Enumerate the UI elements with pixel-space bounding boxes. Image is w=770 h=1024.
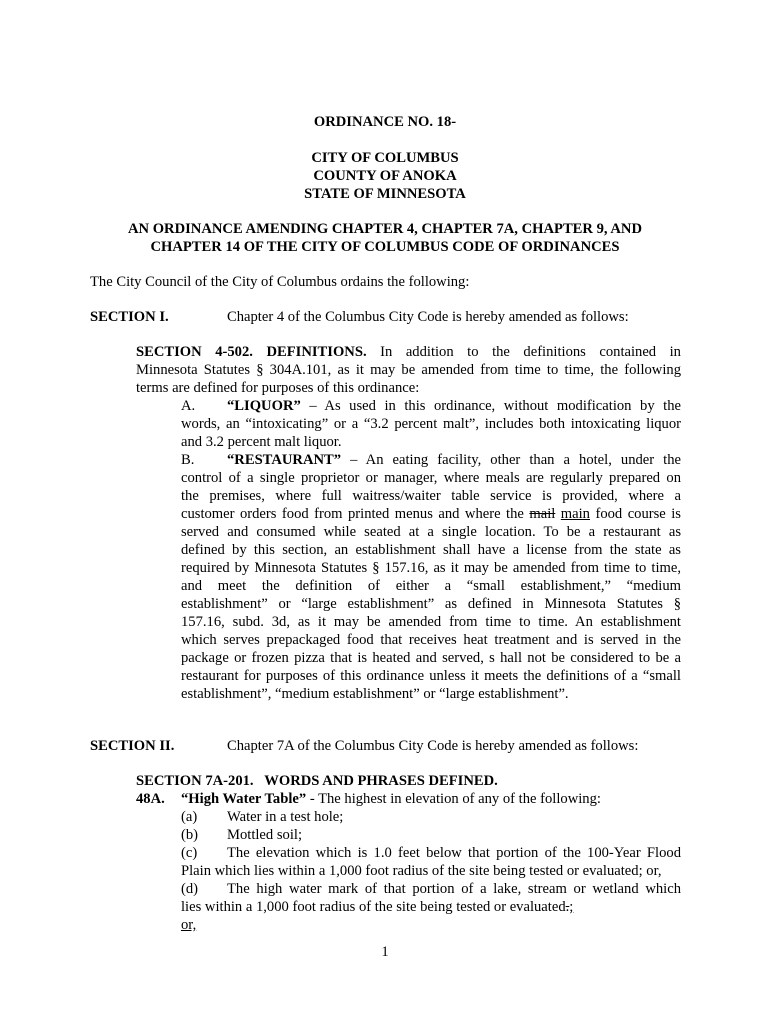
definitions-paragraph-line1: SECTION 4-502. DEFINITIONS. In addition to the definitions contained in (136, 344, 681, 360)
ordinance-title-line1: AN ORDINANCE AMENDING CHAPTER 4, CHAPTER 7A, CHAPTER 9, AND (127, 221, 643, 237)
definition-48a: 48A. “High Water Table” - The highest in elevation of any of the following: (136, 791, 601, 807)
high-water-table-term: “High Water Table” (181, 791, 307, 807)
def-a-line2: words, an “intoxicating” or a “3.2 percent malt”, includes both intoxicating liquor (181, 416, 681, 432)
section-1-text: Chapter 4 of the Columbus City Code is hereby amended as follows: (227, 309, 629, 325)
restaurant-term: “RESTAURANT” (227, 452, 342, 468)
definitions-paragraph-line2: Minnesota Statutes § 304A.101, as it may be amended from time to time, the following (136, 362, 681, 378)
def-b-line9: establishment” or “large establishment” as defined in Minnesota Statutes § (181, 596, 681, 612)
state-name: STATE OF MINNESOTA (304, 186, 466, 202)
city-name: CITY OF COLUMBUS (311, 150, 459, 166)
inserted-text: main (560, 506, 590, 522)
definition-number: 48A. (136, 791, 165, 807)
item-c-line1: The elevation which is 1.0 feet below that portion of the 100-Year Flood (227, 845, 681, 861)
def-b-line7: required by Minnesota Statutes § 157.16, as it may be amended from time to time, (181, 560, 681, 576)
def-b-letter: B. (181, 452, 195, 468)
def-b-line5: served and consumed while seated at a single location. To be a restaurant as (181, 524, 681, 540)
section-2-label: SECTION II. (90, 738, 175, 754)
section-7a-201-heading: SECTION 7A-201. WORDS AND PHRASES DEFINED. (136, 773, 498, 789)
def-b-line1: “RESTAURANT” – An eating facility, other than a hotel, under the (227, 452, 681, 468)
deleted-text: . (565, 899, 570, 915)
definitions-heading: DEFINITIONS. (266, 344, 367, 360)
section-4-502-label: SECTION 4-502. (136, 344, 253, 360)
section-2-text: Chapter 7A of the Columbus City Code is hereby amended as follows: (227, 738, 639, 754)
intro-text: The City Council of the City of Columbus ordains the following: (90, 274, 470, 290)
def-b-line6: defined by this section, an establishment shall have a license from the state as (181, 542, 681, 558)
def-b-line3: the premises, where full waitress/waiter table service is provided, where a (181, 488, 681, 504)
item-b-letter: (b) (181, 827, 199, 843)
def-b-line2: control of a single proprietor or manager, where meals are regularly prepared on (181, 470, 681, 486)
item-c-letter: (c) (181, 845, 198, 861)
def-b-line10: 157.16, subd. 3d, as it may be amended from time to time. An establishment (181, 614, 681, 630)
page-number: 1 (381, 944, 389, 960)
item-a-letter: (a) (181, 809, 198, 825)
def-b-line14: establishment”, “medium establishment” or “large establishment”. (181, 686, 569, 702)
def-b-line4: customer orders food from printed menus and where the mail main food course is (181, 506, 681, 522)
def-b-line8: and meet the definition of either a “small establishment,” “medium (181, 578, 681, 594)
def-b-line11: which serves prepackaged food that receives heat treatment and is served in the (181, 632, 681, 648)
item-d-letter: (d) (181, 881, 199, 897)
def-b-line12: package or frozen pizza that is heated and served, s hall not be considered to be a (181, 650, 681, 666)
item-d-line3: or, (181, 917, 197, 933)
item-d-line2: lies within a 1,000 foot radius of the site being tested or evaluated.; (181, 899, 574, 915)
section-1-label: SECTION I. (90, 309, 169, 325)
def-a-line1: “LIQUOR” – As used in this ordinance, without modification by the (227, 398, 681, 414)
item-b-text: Mottled soil; (227, 827, 302, 843)
deleted-text: mail (529, 506, 556, 522)
inserted-text: ; (569, 899, 574, 915)
def-b-line13: restaurant for purposes of this ordinance unless it meets the definitions of a “small (181, 668, 681, 684)
item-c-line2: Plain which lies within a 1,000 foot radius of the site being tested or evaluated; or, (181, 863, 662, 879)
item-d-line1: The high water mark of that portion of a lake, stream or wetland which (227, 881, 681, 897)
definitions-paragraph-line3: terms are defined for purposes of this ordinance: (136, 380, 420, 396)
ordinance-number: ORDINANCE NO. 18- (313, 114, 457, 130)
def-a-letter: A. (181, 398, 196, 414)
def-a-line3: and 3.2 percent malt liquor. (181, 434, 342, 450)
county-name: COUNTY OF ANOKA (313, 168, 457, 184)
ordinance-title-line2: CHAPTER 14 OF THE CITY OF COLUMBUS CODE OF ORDINANCES (150, 239, 620, 255)
item-a-text: Water in a test hole; (227, 809, 344, 825)
liquor-term: “LIQUOR” (227, 398, 301, 414)
